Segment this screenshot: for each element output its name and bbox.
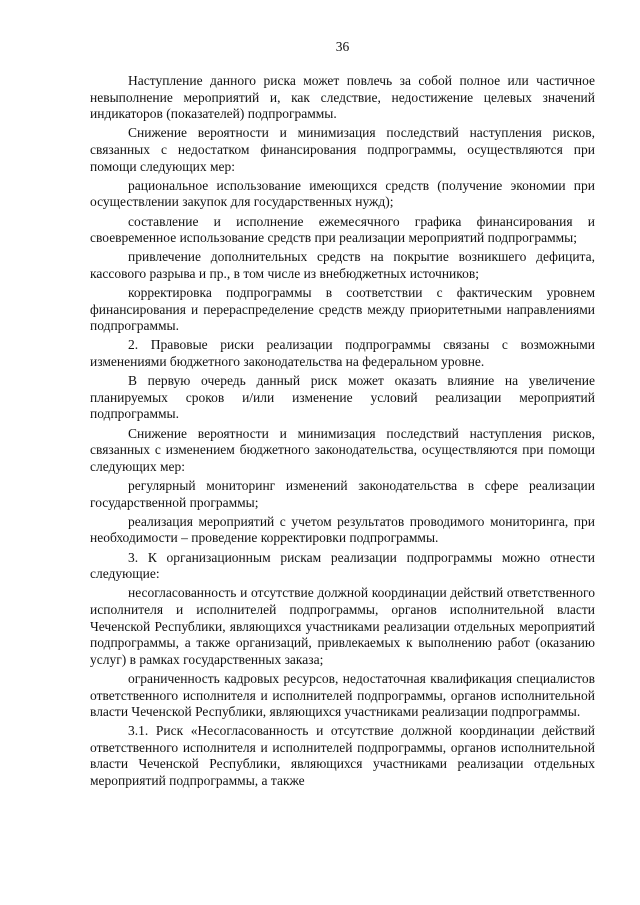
paragraph: привлечение дополнительных средств на покрытие возникшего дефицита, кассового разрыва и пр., в том числе из внебюджетных источников; xyxy=(90,249,595,281)
paragraph: 2. Правовые риски реализации подпрограммы связаны с возможными изменениями бюджетного законодательства на федеральном уровне. xyxy=(90,337,595,370)
page-number: 36 xyxy=(335,39,350,54)
paragraph: составление и исполнение ежемесячного графика финансирования и своевременное использование средств при реализации мероприятий подпрограммы; xyxy=(90,213,595,246)
paragraph: Наступление данного риска может повлечь за собой полное или частичное невыполнение мероприятий и, как следствие, недостижение целевых значений индикаторов (показателей) подпрограммы. xyxy=(90,73,595,122)
paragraph: корректировка подпрограммы в соответствии с фактическим уровнем финансирования и перераспределение средств между приоритетными направлениями подпрограммы. xyxy=(90,285,595,334)
document-page xyxy=(90,40,595,790)
paragraph: рациональное использование имеющихся средств (получение экономии при осуществлении закупок для государственных нужд); xyxy=(90,177,595,210)
paragraph: ограниченность кадровых ресурсов, недостаточная квалификация специалистов ответственного исполнителя и исполнителей подпрограммы, органов исполнительной власти Чеченской Республики, являющихся участниками реализации подпрограммы. xyxy=(90,670,595,720)
paragraph: В первую очередь данный риск может оказать влияние на увеличение планируемых сроков и/или изменение условий реализации мероприятий подпрограммы. xyxy=(90,373,595,422)
paragraph: Снижение вероятности и минимизация последствий наступления рисков, связанных с изменением бюджетного законодательства, осуществляются при помощи следующих мер: xyxy=(90,425,595,474)
paragraph: реализация мероприятий с учетом результатов проводимого мониторинга, при необходимости – проведение корректировки подпрограммы. xyxy=(90,513,595,546)
body-text xyxy=(90,73,595,790)
paragraph: регулярный мониторинг изменений законодательства в сфере реализации государственной программы; xyxy=(90,478,595,510)
paragraph: Снижение вероятности и минимизация последствий наступления рисков, связанных с недостатком финансирования подпрограммы, осуществляются при помощи следующих мер: xyxy=(90,125,595,174)
paragraph: 3.1. Риск «Несогласованность и отсутствие должной координации действий ответственного исполнителя и исполнителей подпрограммы, органов исполнительной власти Чеченской Республики, являющихся участниками реализации отдельных мероприятий подпрограммы, а также xyxy=(90,723,595,789)
paragraph: несогласованность и отсутствие должной координации действий ответственного исполнителя и исполнителей подпрограммы, органов исполнительной власти Чеченской Республики, являющихся участниками реализации отдельных мероприятий подпрограммы, а также организаций, привлекаемых к выполнению работ (оказанию услуг) в рамках государственных заказа; xyxy=(90,585,595,667)
paragraph: 3. К организационным рискам реализации подпрограммы можно отнести следующие: xyxy=(90,549,595,582)
